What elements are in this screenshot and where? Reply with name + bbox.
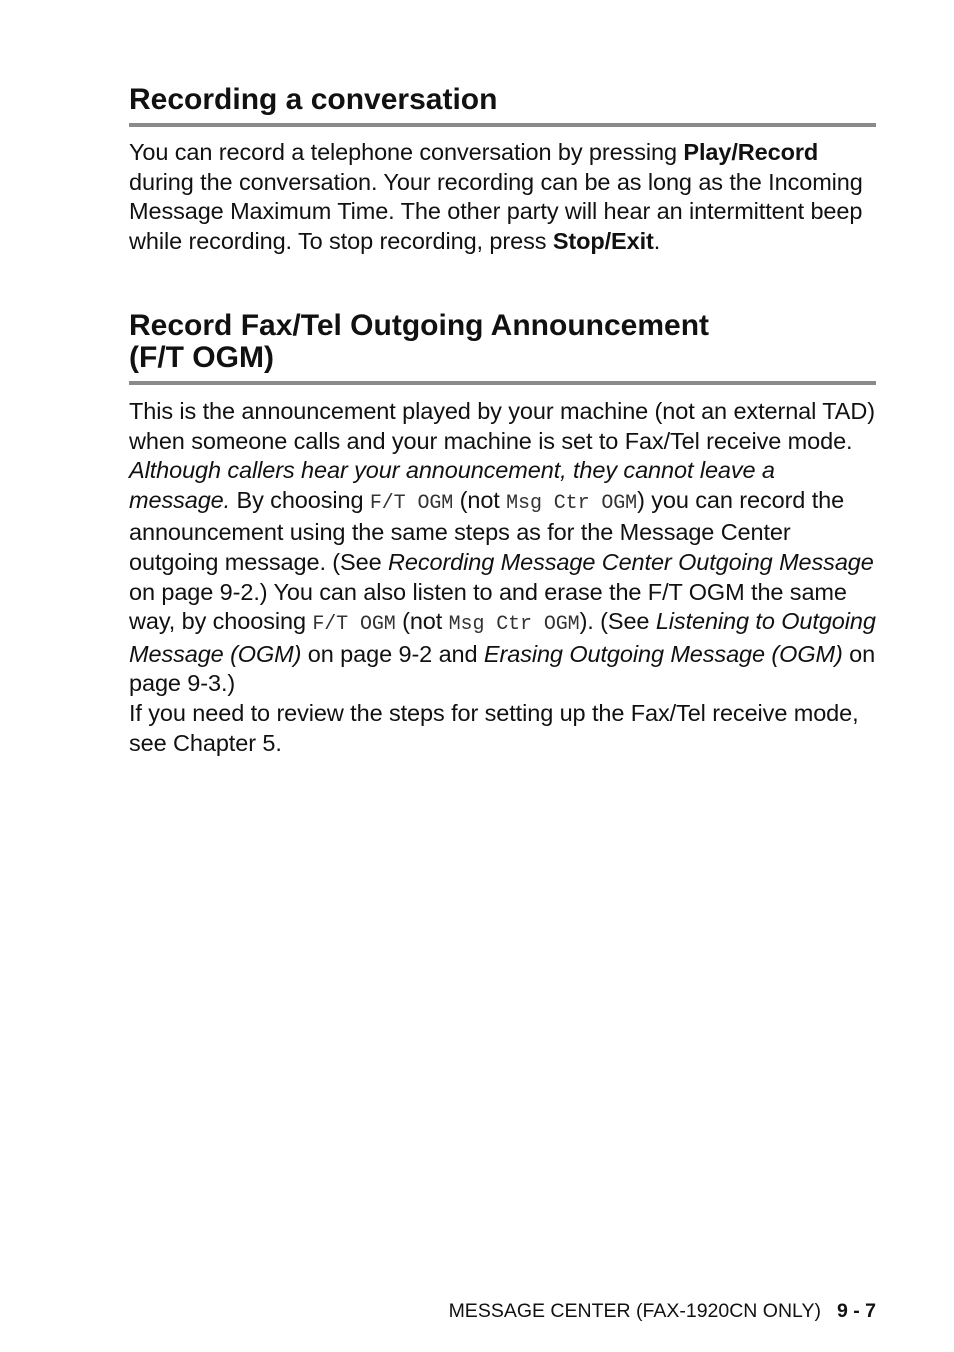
text-run: By choosing — [230, 486, 370, 513]
footer-chapter-title: MESSAGE CENTER (FAX-1920CN ONLY) — [448, 1300, 821, 1322]
lcd-option-ft-ogm: F/T OGM — [369, 491, 454, 515]
text-run: ) you can record the announcement using the same steps as for the Message Center outgoing message. (See — [129, 486, 845, 575]
text-run: This is the announcement played by your machine (not an external TAD) when someone calls and your machine is set to Fax/Tel receive mode. — [129, 398, 875, 454]
lcd-option-msg-ctr-ogm: Msg Ctr OGM — [506, 491, 638, 515]
section-divider — [129, 381, 876, 385]
text-run: . — [653, 227, 661, 254]
text-run: on page 9-2.) You can also listen to and erase the F/T OGM the same way, by choosing — [129, 578, 847, 635]
page-number: 9 - 7 — [836, 1300, 876, 1322]
cross-reference-title: Recording Message Center Outgoing Message — [387, 548, 874, 575]
italic-note: Although callers hear your announcement, they cannot leave a message. — [129, 457, 775, 513]
text-run: on page 9-3.) — [129, 640, 876, 697]
text-run: (not — [453, 486, 507, 513]
text-run: during the conversation. Your recording can be as long as the Incoming Message Maximum Time. The other party will hear an intermittent beep while recording. To stop recording, press — [129, 168, 863, 254]
play-record-key-label: Play/Record — [683, 139, 819, 165]
section-heading-recording-conversation: Recording a conversation — [129, 83, 498, 116]
text-run: ). (See — [579, 608, 656, 635]
paragraph-review-steps: If you need to review the steps for setting up the Fax/Tel receive mode, see Chapter 5. — [129, 700, 859, 756]
stop-exit-key-label: Stop/Exit — [552, 227, 654, 254]
section-heading-ft-ogm — [129, 310, 709, 374]
section-divider — [129, 123, 876, 127]
lcd-option-msg-ctr-ogm: Msg Ctr OGM — [448, 613, 580, 637]
page-footer — [449, 1299, 876, 1323]
paragraph-ft-ogm-description — [129, 397, 876, 699]
text-run: (not — [395, 608, 449, 635]
heading-line: Record Fax/Tel Outgoing Announcement — [129, 309, 710, 342]
text-run: on page 9-2 and — [301, 640, 484, 667]
text-run: You can record a telephone conversation by pressing — [129, 139, 684, 165]
paragraph-recording-conversation — [129, 138, 876, 256]
cross-reference-title: Listening to Outgoing Message (OGM) — [129, 608, 876, 667]
heading-line: (F/T OGM) — [129, 341, 274, 374]
cross-reference-title: Erasing Outgoing Message (OGM) — [483, 640, 843, 667]
lcd-option-ft-ogm: F/T OGM — [312, 613, 396, 637]
